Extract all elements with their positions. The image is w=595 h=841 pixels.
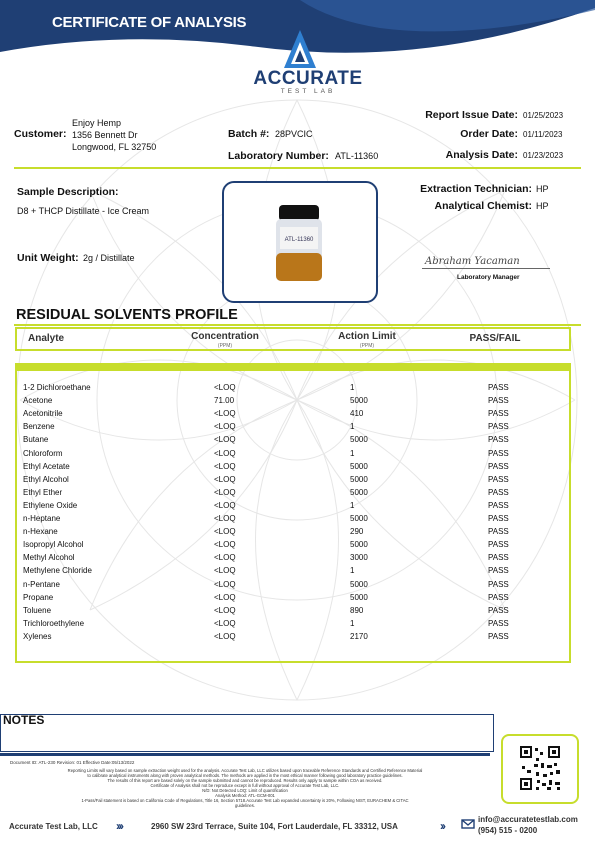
accurate-logo-icon <box>283 28 317 72</box>
action-limit-cell: 290 <box>350 527 364 537</box>
action-limit-cell: 2170 <box>350 631 368 641</box>
sample-description-label: Sample Description: <box>17 186 119 198</box>
analyte-cell: Acetone <box>23 396 53 406</box>
action-limit-cell: 1 <box>350 383 355 392</box>
action-limit-cell: 1 <box>350 500 355 510</box>
concentration-cell: <LOQ <box>214 592 236 602</box>
fine-print <box>0 768 490 808</box>
concentration-cell: <LOQ <box>214 487 236 497</box>
concentration-cell: <LOQ <box>214 605 236 615</box>
concentration-cell: 71.00 <box>214 396 235 406</box>
table-row <box>17 422 569 435</box>
table-row <box>17 383 569 396</box>
concentration-cell: <LOQ <box>214 514 236 523</box>
header-divider <box>14 167 581 169</box>
sample-description-value: D8 + THCP Distillate - Ice Cream <box>17 206 149 216</box>
logo-subtitle: TEST LAB <box>280 88 336 95</box>
lab-number-label: Laboratory Number: <box>228 150 329 162</box>
pass-fail-cell: PASS <box>488 592 509 602</box>
action-limit-cell: 5000 <box>350 514 368 523</box>
extraction-technician-value: HP <box>536 184 549 194</box>
notes-title: NOTES <box>3 713 45 727</box>
analyte-cell: n-Pentane <box>23 579 60 589</box>
concentration-cell: <LOQ <box>214 566 236 576</box>
laboratory-manager-label: Laboratory Manager <box>457 274 520 281</box>
pass-fail-cell: PASS <box>488 487 509 497</box>
column-concentration-unit: (PPM) <box>217 343 233 349</box>
customer-address-line2: Longwood, FL 32750 <box>72 142 157 152</box>
table-row <box>17 488 569 501</box>
pass-fail-cell: PASS <box>488 448 509 458</box>
concentration-cell: <LOQ <box>214 618 236 628</box>
footer-phone: (954) 515 - 0200 <box>478 826 538 835</box>
page-title: CERTIFICATE OF ANALYSIS <box>52 14 247 31</box>
action-limit-cell: 5000 <box>350 461 368 471</box>
fine-print-line: to calibrate analytical instruments along with proven analytical methods. The methods are applied in the most ethical manner following good laboratory practice guidelines. <box>87 773 403 778</box>
unit-weight-label: Unit Weight: <box>17 252 79 264</box>
table-row <box>17 514 569 527</box>
table-row <box>17 396 569 409</box>
pass-fail-cell: PASS <box>488 605 509 615</box>
concentration-cell: <LOQ <box>214 500 236 510</box>
pass-fail-cell: PASS <box>488 500 509 510</box>
analysis-date-value: 01/23/2023 <box>523 151 564 160</box>
pass-fail-cell: PASS <box>488 435 509 445</box>
action-limit-cell: 5000 <box>350 592 368 602</box>
pass-fail-cell: PASS <box>488 422 509 432</box>
sample-vial-image <box>224 183 376 301</box>
pass-fail-cell: PASS <box>488 474 509 484</box>
table-row <box>17 475 569 488</box>
analyte-cell: Acetonitrile <box>23 409 63 419</box>
fine-print-line: Reporting Limits will vary based on sample extraction weight used for the analysis. Accurate Test Lab, LLC utilizes based upon traceable Reference Standards and Certified Reference Material <box>67 768 423 773</box>
table-row <box>17 527 569 540</box>
batch-label: Batch #: <box>228 128 270 140</box>
mail-icon <box>461 817 475 831</box>
concentration-cell: <LOQ <box>214 461 236 471</box>
table-row <box>17 409 569 422</box>
footer-divider <box>0 753 490 756</box>
analytical-chemist-value: HP <box>536 201 549 211</box>
action-limit-cell: 890 <box>350 605 364 615</box>
concentration-cell: <LOQ <box>214 553 236 563</box>
column-action-limit-unit: (PPM) <box>359 343 375 349</box>
analyte-cell: Ethylene Oxide <box>23 500 78 510</box>
table-row <box>17 566 569 579</box>
report-issue-date-label: Report Issue Date: <box>425 109 518 121</box>
pass-fail-cell: PASS <box>488 553 509 563</box>
analyte-cell: Ethyl Alcohol <box>23 474 69 484</box>
column-action-limit: Action Limit <box>338 331 396 342</box>
analyte-cell: Butane <box>23 435 49 445</box>
order-date-value: 01/11/2023 <box>523 130 563 139</box>
unit-weight-value: 2g / Distillate <box>83 253 135 263</box>
fine-print-line: N/D: Not Detected LOQ: Limit of quantification <box>202 788 288 793</box>
concentration-cell: <LOQ <box>214 631 236 641</box>
table-row <box>17 619 569 632</box>
action-limit-cell: 1 <box>350 618 355 628</box>
analyte-cell: n-Heptane <box>23 514 61 523</box>
analyte-cell: Methylene Chloride <box>23 566 92 576</box>
table-row <box>17 501 569 514</box>
notes-box <box>0 714 494 752</box>
analyte-cell: Ethyl Acetate <box>23 461 70 471</box>
concentration-cell: <LOQ <box>214 527 236 537</box>
analysis-date-label: Analysis Date: <box>445 149 518 161</box>
lab-number-value: ATL-11360 <box>335 151 379 161</box>
document-info: Document ID: ATL-230 Revision: 01 Effective Date:05/13/2022 <box>10 760 135 765</box>
customer-label: Customer: <box>14 128 67 140</box>
action-limit-cell: 5000 <box>350 540 368 550</box>
action-limit-cell: 5000 <box>350 396 368 406</box>
pass-fail-cell: PASS <box>488 631 509 641</box>
vial-label-text: ATL-11360 <box>284 237 314 243</box>
analyte-cell: Trichloroethylene <box>23 618 85 628</box>
action-limit-cell: 5000 <box>350 435 368 445</box>
column-concentration: Concentration <box>191 331 259 342</box>
table-row <box>17 580 569 593</box>
pass-fail-cell: PASS <box>488 579 509 589</box>
table-row <box>17 462 569 475</box>
qr-code-frame[interactable] <box>501 734 579 804</box>
analyte-cell: Xylenes <box>23 631 52 641</box>
pass-fail-cell: PASS <box>488 527 509 537</box>
analyte-cell: Ethyl Ether <box>23 487 63 497</box>
pass-fail-cell: PASS <box>488 396 509 406</box>
concentration-cell: <LOQ <box>214 448 236 458</box>
action-limit-cell: 5000 <box>350 487 368 497</box>
pass-fail-cell: PASS <box>488 409 509 419</box>
analyte-cell: Methyl Alcohol <box>23 553 75 563</box>
pass-fail-cell: PASS <box>488 618 509 628</box>
pass-fail-cell: PASS <box>488 461 509 471</box>
pass-fail-cell: PASS <box>488 566 509 576</box>
footer-email[interactable]: info@accuratetestlab.com <box>478 815 578 824</box>
column-analyte: Analyte <box>28 333 65 344</box>
fine-print-line: The results of this report are based solely on the sample submitted and cannot be reproduced. Results only apply to sample within COA as received. <box>107 778 383 783</box>
sample-photo <box>222 181 378 303</box>
signature-line <box>422 268 550 269</box>
action-limit-cell: 3000 <box>350 553 368 563</box>
action-limit-cell: 1 <box>350 422 355 432</box>
analyte-cell: Chloroform <box>23 448 63 458</box>
concentration-cell: <LOQ <box>214 579 236 589</box>
table-row <box>17 632 569 645</box>
action-limit-cell: 1 <box>350 448 355 458</box>
customer-address-line1: 1356 Bennett Dr <box>72 130 138 140</box>
chevron-right-icon: ›› <box>440 819 444 833</box>
analyte-cell: Isopropyl Alcohol <box>23 540 84 550</box>
pass-fail-cell: PASS <box>488 383 509 392</box>
order-date-label: Order Date: <box>460 128 518 140</box>
action-limit-cell: 410 <box>350 409 364 419</box>
analyte-cell: n-Hexane <box>23 527 58 537</box>
action-limit-cell: 1 <box>350 566 355 576</box>
fine-print-line: 1-Pass/Fail statement is based on California Code of Regulations, Title 16, Section 5718.Accurate Test Lab expanded uncertainty is 20%, Following NIST, EURACHEM & CITAC <box>81 798 409 803</box>
analyte-cell: Toluene <box>23 605 52 615</box>
analytical-chemist-label: Analytical Chemist: <box>434 200 532 212</box>
extraction-technician-label: Extraction Technician: <box>420 183 532 195</box>
action-limit-cell: 5000 <box>350 474 368 484</box>
report-issue-date-value: 01/25/2023 <box>523 111 564 120</box>
analyte-cell: Propane <box>23 592 54 602</box>
table-row <box>17 540 569 553</box>
concentration-cell: <LOQ <box>214 409 236 419</box>
column-pass-fail: PASS/FAIL <box>469 333 521 344</box>
fine-print-line: guidelines. <box>234 803 256 808</box>
manager-signature: Abraham Yacaman <box>425 256 520 267</box>
batch-value: 28PVCIC <box>275 129 313 139</box>
table-row <box>17 435 569 448</box>
section-divider <box>14 324 581 326</box>
table-row <box>17 593 569 606</box>
analyte-cell: Benzene <box>23 422 55 432</box>
action-limit-cell: 5000 <box>350 579 368 589</box>
results-table <box>15 363 571 663</box>
footer-company: Accurate Test Lab, LLC <box>9 822 98 831</box>
pass-fail-cell: PASS <box>488 540 509 550</box>
concentration-cell: <LOQ <box>214 474 236 484</box>
concentration-cell: <LOQ <box>214 435 236 445</box>
analyte-cell: 1-2 Dichloroethane <box>23 383 91 392</box>
table-row <box>17 606 569 619</box>
customer-name: Enjoy Hemp <box>72 118 122 128</box>
fine-print-line: Analysis Method: ATL-GCM-001 <box>215 793 275 798</box>
concentration-cell: <LOQ <box>214 383 236 392</box>
footer-address: 2960 SW 23rd Terrace, Suite 104, Fort Lauderdale, FL 33312, USA <box>151 822 398 831</box>
logo-name: ACCURATE <box>253 68 363 89</box>
table-row <box>17 449 569 462</box>
pass-fail-cell: PASS <box>488 514 509 523</box>
fine-print-line: Certificate of Analysis shall not be reproduce except in full without approval of Accurate Test Lab, LLC. <box>150 783 340 788</box>
concentration-cell: <LOQ <box>214 540 236 550</box>
table-row <box>17 553 569 566</box>
chevron-right-icon: ››› <box>116 819 122 833</box>
concentration-cell: <LOQ <box>214 422 236 432</box>
qr-code-icon[interactable] <box>503 736 577 802</box>
section-title: RESIDUAL SOLVENTS PROFILE <box>16 307 238 323</box>
